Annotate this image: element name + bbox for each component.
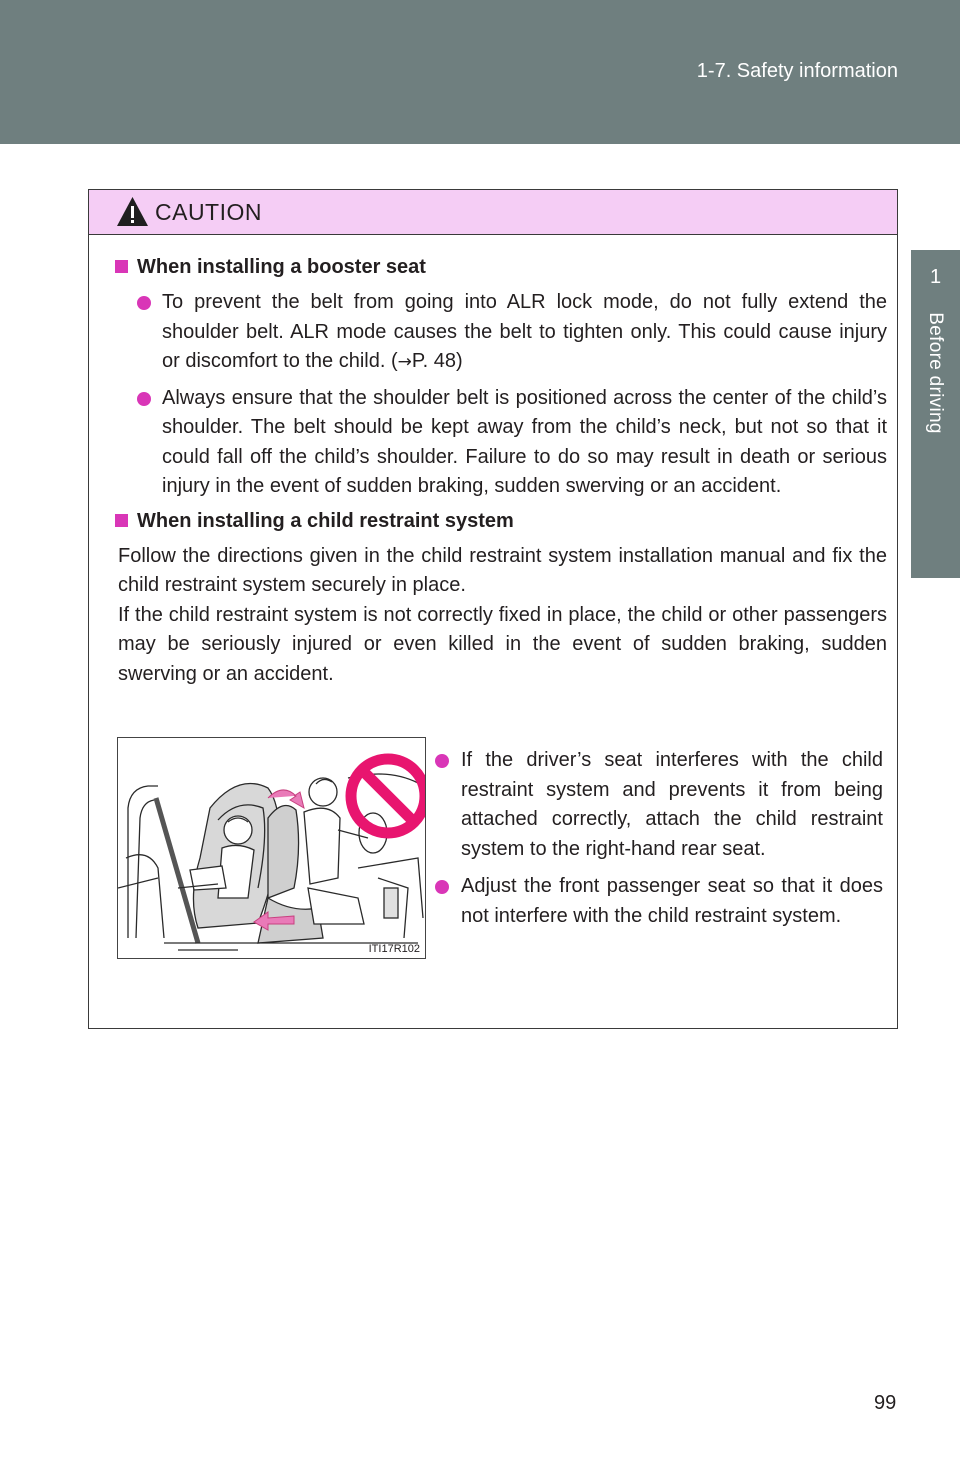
chapter-label: Before driving bbox=[925, 312, 946, 434]
heading-square-icon bbox=[115, 514, 128, 527]
side-notes bbox=[433, 746, 883, 939]
booster-heading-text: When installing a booster seat bbox=[137, 256, 426, 278]
arrow-icon: → bbox=[397, 352, 412, 372]
side-note-2 bbox=[433, 872, 883, 931]
crs-heading bbox=[115, 506, 887, 536]
page-reference-link[interactable]: P. 48) bbox=[411, 350, 463, 372]
crs-paragraph-2: If the child restraint system is not correctly fixed in place, the child or other passengers may be seriously injured or even killed in the event of sudden braking, sudden swerving or an accident. bbox=[118, 603, 887, 685]
booster-heading bbox=[115, 252, 887, 282]
side-note-2-text: Adjust the front passenger seat so that it does not interfere with the child restraint system. bbox=[461, 875, 883, 927]
side-note-1 bbox=[433, 746, 883, 864]
booster-bullet-1 bbox=[115, 288, 887, 378]
side-note-1-text: If the driver’s seat interferes with the child restraint system and prevents it from being attached correctly, attach the child restraint system to the right-hand rear seat. bbox=[461, 749, 883, 860]
crs-heading-text: When installing a child restraint system bbox=[137, 509, 514, 532]
crs-paragraph-1: Follow the directions given in the child restraint system installation manual and fix the child restraint system securely in place. bbox=[118, 544, 887, 596]
bullet-dot-icon bbox=[137, 392, 151, 406]
caution-box bbox=[88, 189, 898, 1029]
bullet-dot-icon bbox=[435, 880, 449, 894]
booster-bullet-2 bbox=[115, 384, 887, 502]
car-interior-drawing bbox=[118, 738, 425, 958]
page-number: 99 bbox=[874, 1392, 897, 1414]
child-seat-illustration bbox=[117, 737, 426, 959]
section-title: 1-7. Safety information bbox=[696, 60, 898, 82]
heading-square-icon bbox=[115, 260, 128, 273]
bullet-dot-icon bbox=[435, 754, 449, 768]
booster-bullet-2-text: Always ensure that the shoulder belt is positioned across the center of the child’s shoulder. The belt should be kept away from the child’s neck, but not so that it could fall off the child’s shoulder. Failure to do so may result in death or serious injury in the event of sudden braking, sudden swerving or an accident. bbox=[162, 386, 887, 497]
caution-title: CAUTION bbox=[155, 199, 262, 225]
caution-header bbox=[89, 190, 897, 235]
chapter-tab[interactable] bbox=[911, 250, 960, 578]
booster-bullet-1-text: To prevent the belt from going into ALR lock mode, do not fully extend the shoulder belt. ALR mode causes the belt to tighten only. This could cause injury or discomfort to the child. ( bbox=[162, 291, 887, 372]
bullet-dot-icon bbox=[137, 296, 151, 310]
chapter-number: 1 bbox=[929, 266, 942, 288]
warning-triangle-icon bbox=[116, 196, 149, 227]
caution-body bbox=[115, 252, 887, 689]
header-band bbox=[0, 0, 960, 144]
figure-code: ITI17R102 bbox=[368, 943, 420, 955]
